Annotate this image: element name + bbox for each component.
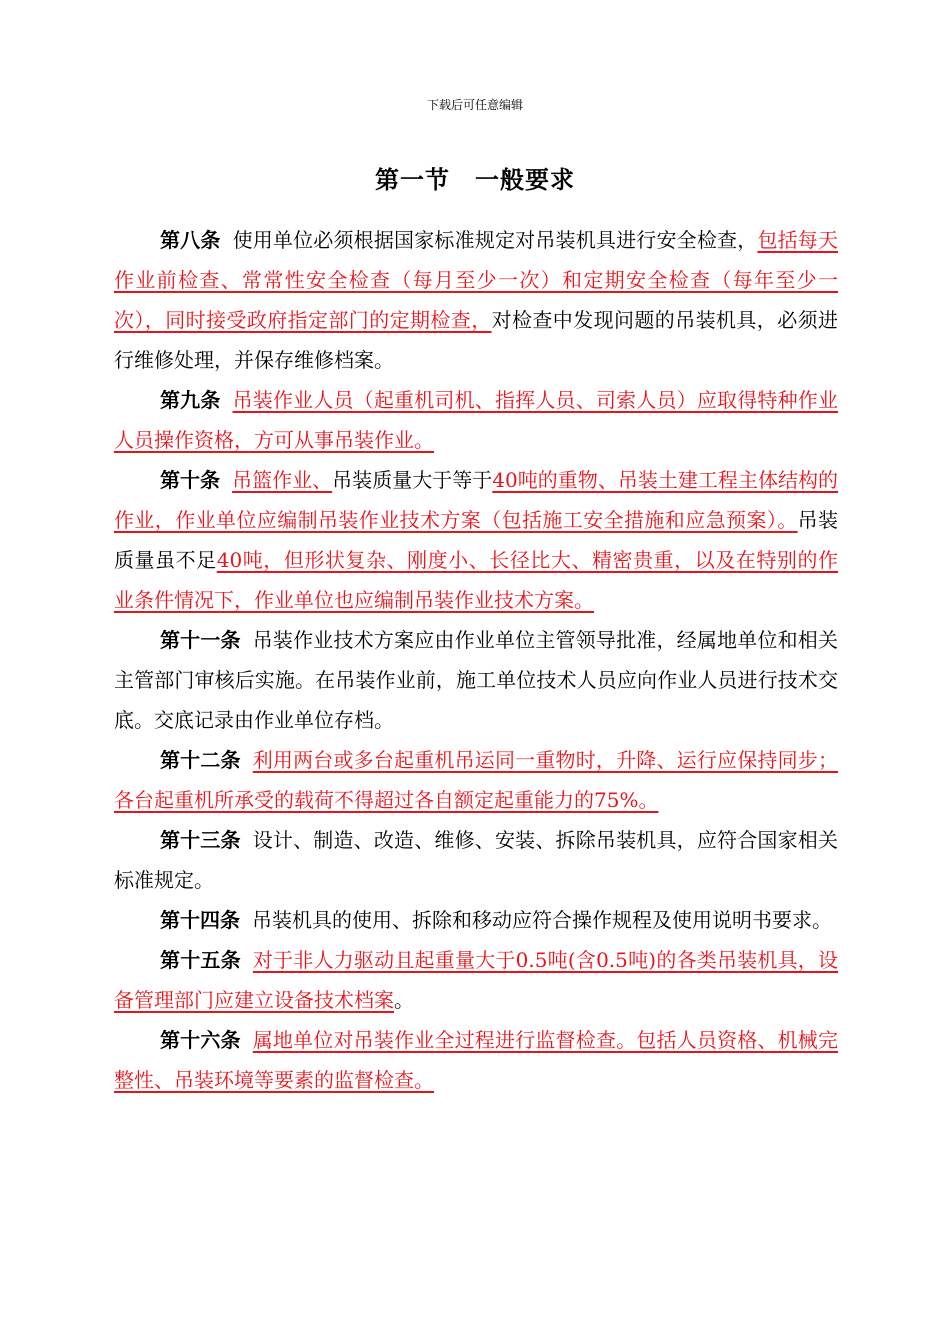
- highlighted-text: 吊篮作业、: [232, 468, 333, 492]
- article-text: 吊装机具的使用、拆除和移动应符合操作规程及使用说明书要求。: [252, 908, 832, 932]
- article-text: 使用单位必须根据国家标准规定对吊装机具进行安全检查，: [232, 228, 758, 252]
- article-number: 第十三条: [160, 828, 241, 852]
- article-text: 。: [394, 988, 414, 1012]
- article-number: 第八条: [160, 228, 221, 252]
- article-text: 吊装质量虽不足: [114, 508, 839, 572]
- article-paragraph: [114, 1020, 838, 1100]
- highlighted-text: 40吨的重物、吊装土建工程主体结构的作业，作业单位应编制吊装作业技术方案（包括施工安全措施和应急预案）。: [114, 468, 839, 532]
- highlighted-text: 40吨，但形状复杂、刚度小、长径比大、精密贵重，以及在特别的作业条件情况下，作业单位也应编制吊装作业技术方案。: [114, 548, 839, 612]
- article-body: [114, 220, 838, 1100]
- article-number: 第十一条: [160, 628, 241, 652]
- highlighted-text: 利用两台或多台起重机吊运同一重物时，升降、运行应保持同步；各台起重机所承受的载荷不得超过各自额定起重能力的75%。: [114, 748, 838, 812]
- article-paragraph: [114, 620, 838, 740]
- article-number: 第十条: [160, 468, 221, 492]
- article-number: 第十六条: [160, 1028, 241, 1052]
- article-paragraph: [114, 380, 838, 460]
- article-text: 对检查中发现问题的吊装机具，必须进行维修处理，并保存维修档案。: [114, 308, 839, 372]
- article-paragraph: [114, 460, 838, 620]
- article-number: 第十二条: [160, 748, 241, 772]
- article-number: 第九条: [160, 388, 221, 412]
- article-paragraph: [114, 940, 838, 1020]
- article-text: 吊装质量大于等于: [332, 468, 493, 492]
- article-paragraph: [114, 740, 838, 820]
- highlighted-text: 包括每天作业前检查、常常性安全检查（每月至少一次）和定期安全检查（每年至少一次），同时接受政府指定部门的定期检查，: [114, 228, 838, 332]
- article-paragraph: [114, 820, 838, 900]
- article-number: 第十五条: [160, 948, 241, 972]
- section-title: 第一节 一般要求: [375, 166, 575, 194]
- article-number: 第十四条: [160, 908, 240, 932]
- highlighted-text: 属地单位对吊装作业全过程进行监督检查。包括人员资格、机械完整性、吊装环境等要素的监督检查。: [114, 1028, 838, 1092]
- article-paragraph: [114, 900, 838, 940]
- highlighted-text: 吊装作业人员（起重机司机、指挥人员、司索人员）应取得特种作业人员操作资格，方可从事吊装作业。: [114, 388, 838, 452]
- article-paragraph: [114, 220, 838, 380]
- header-note: 下载后可任意编辑: [426, 98, 523, 112]
- highlighted-text: 对于非人力驱动且起重量大于0.5吨(含0.5吨)的各类吊装机具，设备管理部门应建立设备技术档案: [114, 948, 839, 1012]
- article-text: 吊装作业技术方案应由作业单位主管领导批准，经属地单位和相关主管部门审核后实施。在吊装作业前，施工单位技术人员应向作业人员进行技术交底。交底记录由作业单位存档。: [114, 628, 838, 732]
- article-text: 设计、制造、改造、维修、安装、拆除吊装机具，应符合国家相关标准规定。: [114, 828, 838, 892]
